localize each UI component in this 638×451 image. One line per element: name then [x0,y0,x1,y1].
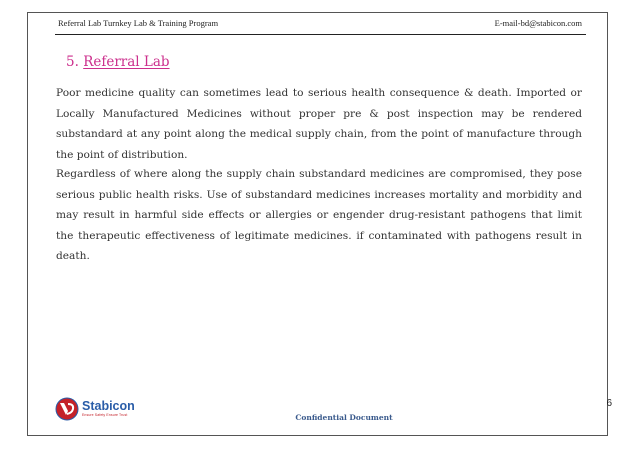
page-number: 6 [606,398,612,409]
section-number: 5. [66,54,79,70]
section-heading [66,54,170,70]
footer-confidential: Confidential Document [295,413,393,422]
logo-wordmark: Stabicon [82,399,135,413]
paragraph-2: Regardless of where along the supply chain substandard medicines are compromised, they pose serious public health risks. Use of substandard medicines increases mortality and morbidity and may result in harmful side effects or allergies or engender drug-resistant pathogens that limit the therapeutic effectiveness of legitimate medicines. if contaminated with pathogens result in death. [56,168,582,262]
header-divider [55,34,586,35]
header-title: Referral Lab Turnkey Lab & Training Program [58,18,219,28]
logo-tagline: Ensure Safety Ensure Trust [82,413,128,417]
section-title: Referral Lab [83,54,170,70]
paragraph-1: Poor medicine quality can sometimes lead to serious health consequence & death. Imported or Locally Manufactured Medicines without proper pre & post inspection may be rendered substandard at any point along the medical supply chain, from the point of manufacture through the point of distribution. [56,87,582,161]
header-email: E-mail-bd@stabicon.com [494,18,582,28]
